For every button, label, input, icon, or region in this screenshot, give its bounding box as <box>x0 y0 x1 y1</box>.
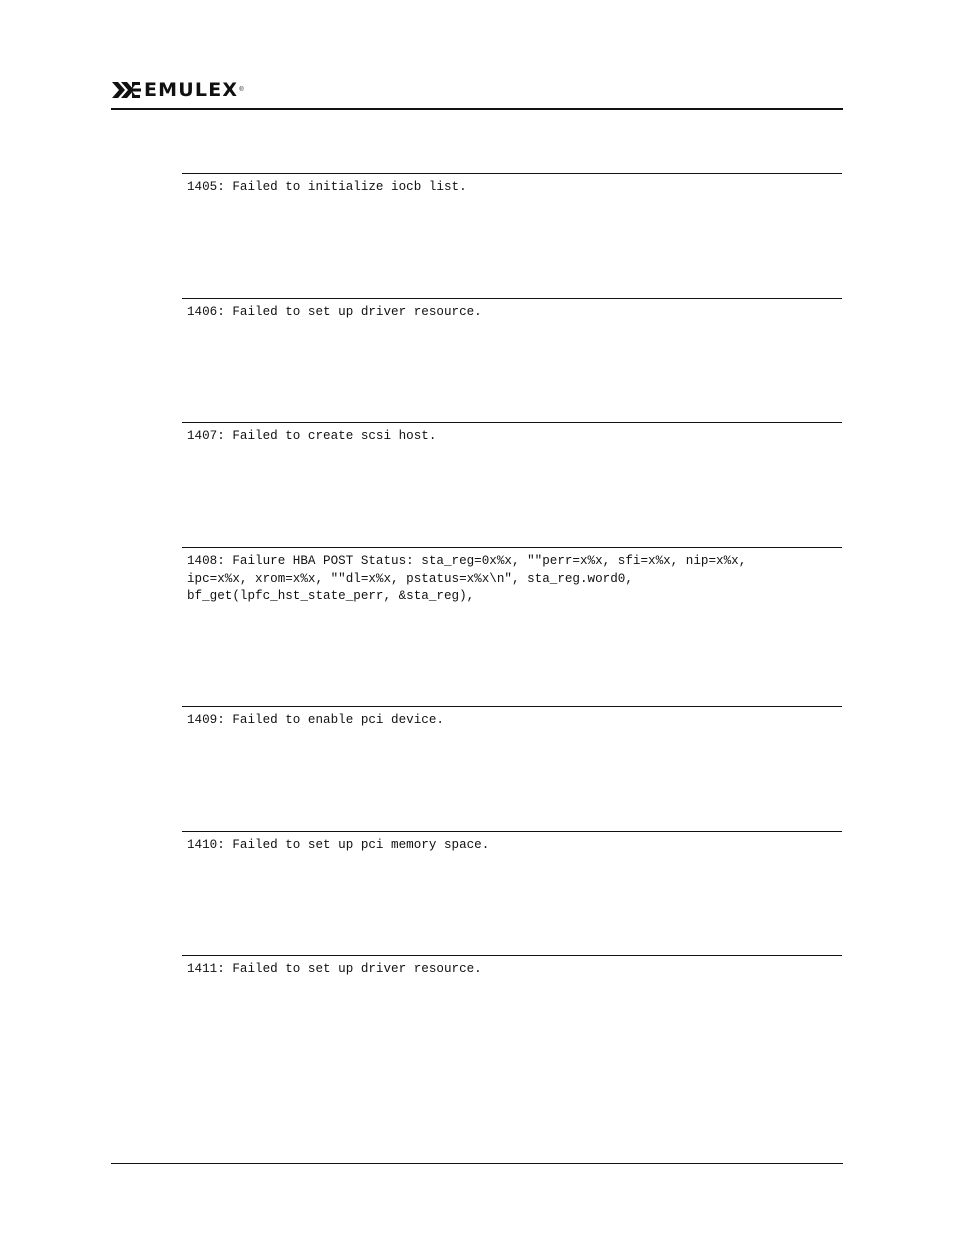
message-text: 1408: Failure HBA POST Status: sta_reg=0x%x, ""perr=x%x, sfi=x%x, nip=x%x, ipc=x%x, xrom=x%x, ""dl=x%x, pstatus=x%x\n", sta_reg.word0, bf_get(lpfc_hst_state_perr, &sta_reg), <box>187 554 747 603</box>
message-text: 1409: Failed to enable pci device. <box>187 713 444 727</box>
emulex-logo-icon <box>111 80 141 100</box>
message-text: 1407: Failed to create scsi host. <box>187 429 437 443</box>
message-row-1411 <box>182 955 842 1080</box>
emulex-logo-text: EMULEX <box>144 79 239 101</box>
trademark-symbol: ® <box>239 87 244 93</box>
message-row-1409 <box>182 706 842 831</box>
page-header <box>111 78 244 102</box>
message-list <box>182 173 842 1080</box>
message-text: 1405: Failed to initialize iocb list. <box>187 180 467 194</box>
message-row-1407 <box>182 422 842 547</box>
message-text: 1410: Failed to set up pci memory space. <box>187 838 490 852</box>
message-row-1405 <box>182 173 842 298</box>
message-row-1406 <box>182 298 842 422</box>
header-divider <box>111 108 843 110</box>
message-row-1408 <box>182 547 842 706</box>
message-text: 1411: Failed to set up driver resource. <box>187 962 482 976</box>
message-row-1410 <box>182 831 842 955</box>
message-text: 1406: Failed to set up driver resource. <box>187 305 482 319</box>
footer-divider <box>111 1163 843 1164</box>
